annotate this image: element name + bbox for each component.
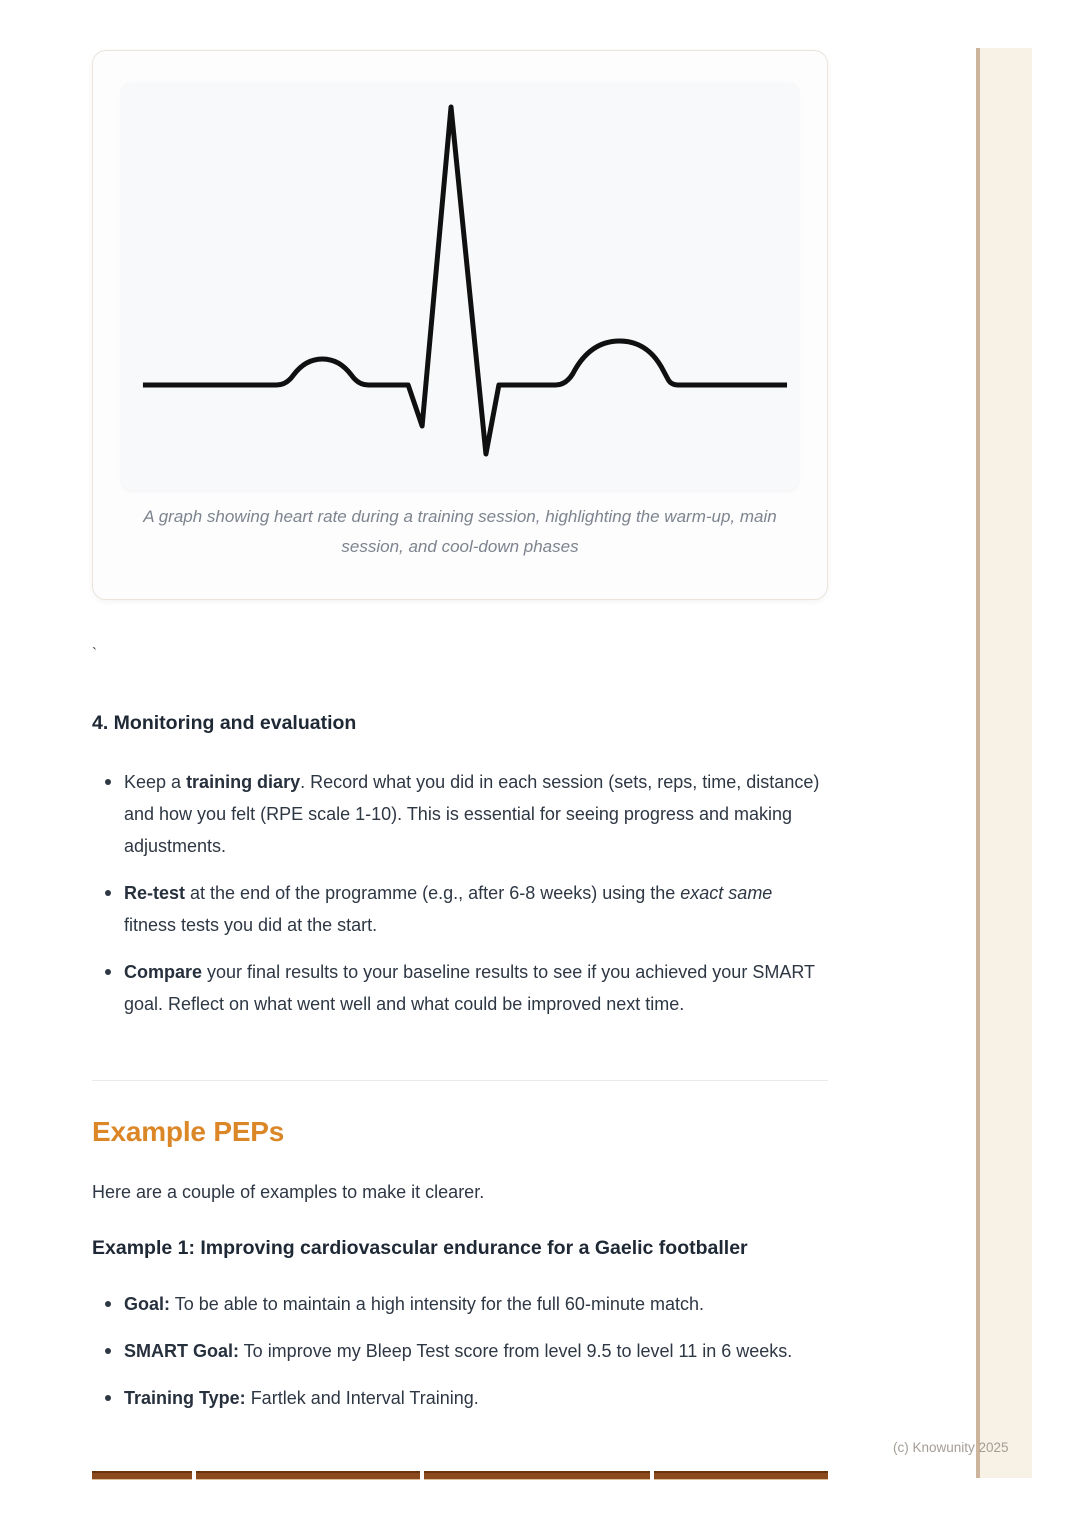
- list-item: [92, 1382, 828, 1414]
- examples-intro-text: Here are a couple of examples to make it clearer.: [92, 1182, 485, 1202]
- monitoring-heading: 4. Monitoring and evaluation: [92, 712, 357, 734]
- list-item-text: Training Type: Fartlek and Interval Training.: [124, 1388, 479, 1408]
- copyright-text: (c) Knowunity 2025: [893, 1440, 1009, 1455]
- example1-bullet-list: [92, 1288, 828, 1414]
- example-peps-heading: Example PEPs: [92, 1116, 285, 1147]
- page-bar-segment: [196, 1471, 420, 1480]
- list-item: [92, 766, 828, 862]
- list-item: [92, 877, 828, 941]
- page-progress-bar: [92, 1471, 828, 1480]
- figure-caption: A graph showing heart rate during a training session, highlighting the warm-up, main session, and cool-down phases: [143, 507, 777, 556]
- bullet-dot: [105, 1395, 111, 1401]
- list-item-text: Compare your final results to your baseline results to see if you achieved your SMART goal. Reflect on what went well and what could be improved next time.: [124, 962, 815, 1014]
- page-bar-segment: [92, 1471, 192, 1480]
- list-item-text: Re-test at the end of the programme (e.g., after 6-8 weeks) using the exact same fitness tests you did at the start.: [124, 883, 773, 935]
- bullet-dot: [105, 1301, 111, 1307]
- page-edge-strip: [976, 48, 1032, 1478]
- list-item: [92, 1288, 828, 1320]
- list-item-text: Keep a training diary. Record what you did in each session (sets, reps, time, distance) and how you felt (RPE scale 1-10). This is essential for seeing progress and making adjustments.: [124, 772, 820, 856]
- stray-backtick-text: `: [92, 645, 97, 662]
- heart-rate-graph-image: [121, 82, 799, 490]
- page-bar-segment: [424, 1471, 650, 1480]
- list-item-text: Goal: To be able to maintain a high intensity for the full 60-minute match.: [124, 1294, 704, 1314]
- list-item: [92, 956, 828, 1020]
- page-bar-segment: [654, 1471, 828, 1480]
- bullet-dot: [105, 1348, 111, 1354]
- figure-card: [92, 50, 828, 600]
- ecg-heartbeat-icon: [121, 82, 799, 490]
- bullet-dot: [105, 779, 111, 785]
- list-item: [92, 1335, 828, 1367]
- section-divider: [92, 1080, 828, 1081]
- monitoring-bullet-list: [92, 766, 828, 1020]
- list-item-text: SMART Goal: To improve my Bleep Test score from level 9.5 to level 11 in 6 weeks.: [124, 1341, 793, 1361]
- bullet-dot: [105, 969, 111, 975]
- bullet-dot: [105, 890, 111, 896]
- example1-heading: Example 1: Improving cardiovascular endurance for a Gaelic footballer: [92, 1237, 748, 1259]
